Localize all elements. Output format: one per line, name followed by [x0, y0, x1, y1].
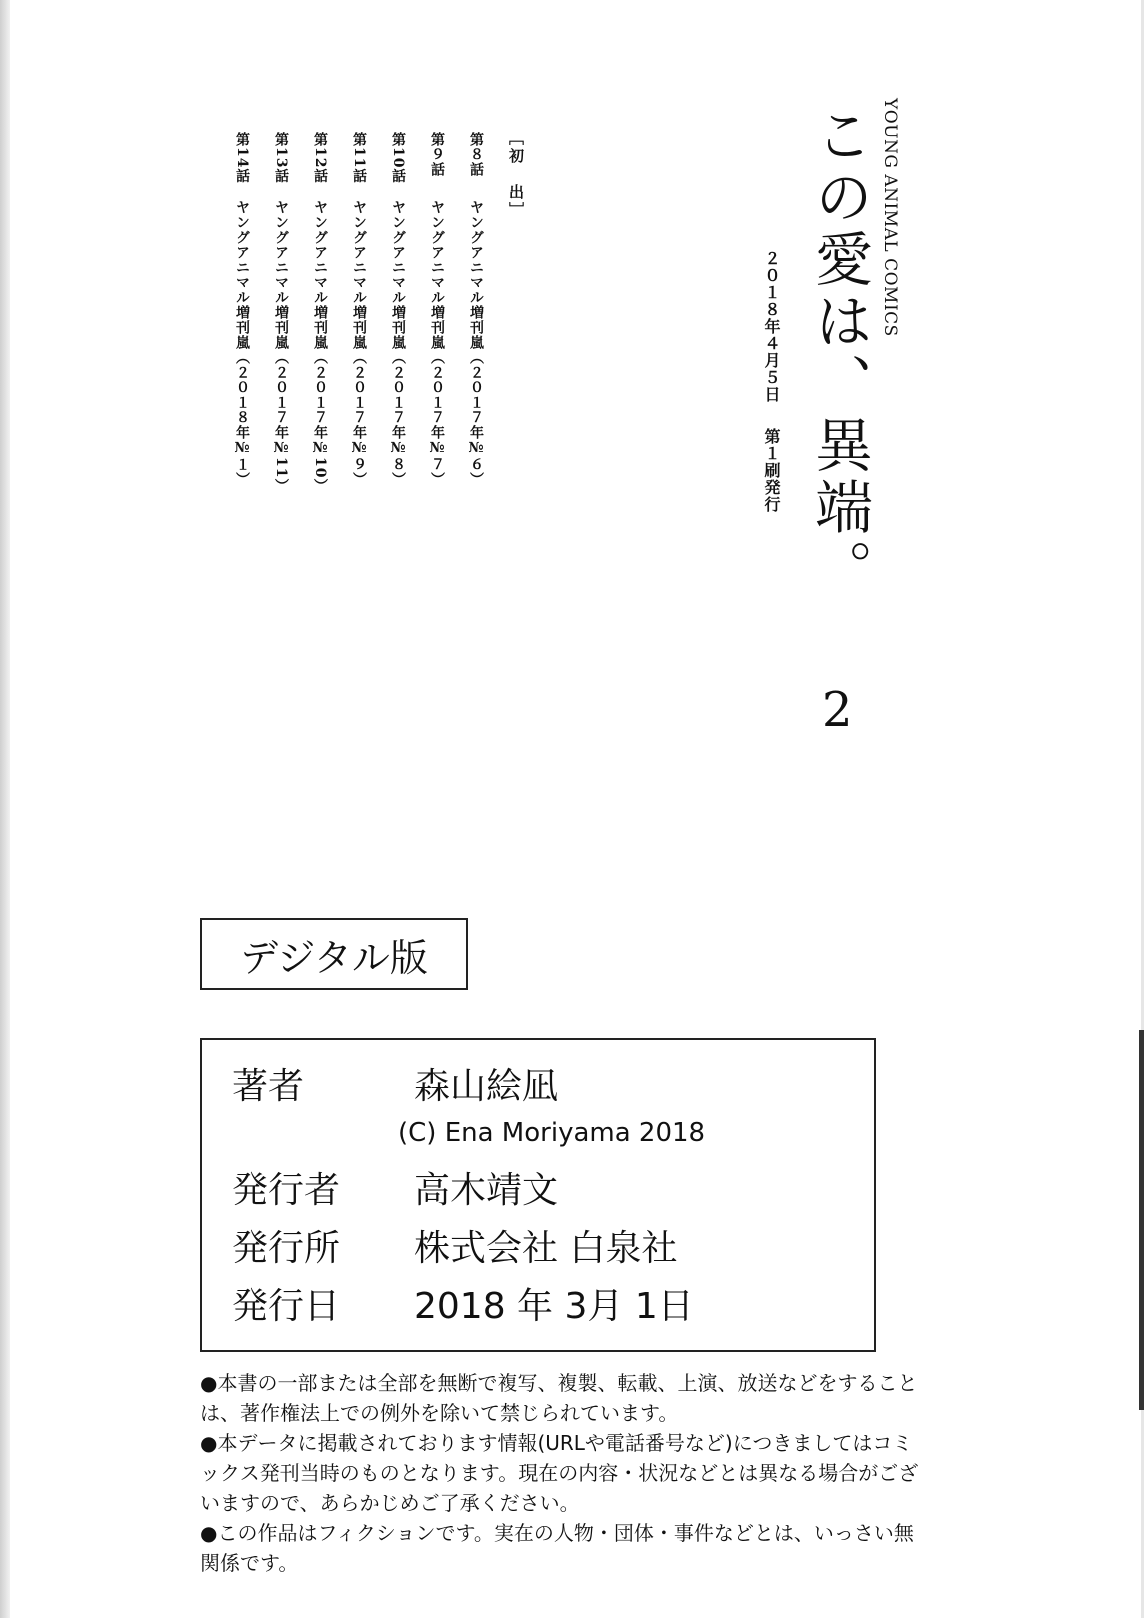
episode-source: ヤングアニマル増刊嵐（２０１７年№９） — [351, 200, 367, 487]
note-info-date: ●本データに掲載されております情報(URLや電話番号など)につきましてはコミックス発刊当時のものとなります。現在の内容・状況などとは異なる場合がございますので、あらかじめご了承ください。 — [200, 1431, 919, 1515]
publisher-value: 株式会社 白泉社 — [414, 1228, 678, 1269]
colophon-box — [200, 1038, 876, 1352]
print-run: 第１刷発行 — [762, 428, 781, 513]
series-label: YOUNG ANIMAL COMICS — [880, 98, 900, 337]
author-value: 森山絵凪 — [414, 1066, 559, 1107]
episode-number: 第14話 — [234, 132, 250, 184]
publisher-label: 発行所 — [232, 1228, 341, 1269]
digital-edition-label — [200, 918, 468, 990]
copyright: (C) Ena Moriyama 2018 — [398, 1118, 706, 1148]
author-label: 著者 — [232, 1066, 305, 1107]
note-fiction: ●この作品はフィクションです。実在の人物・団体・事件などとは、いっさい無関係です。 — [200, 1521, 914, 1575]
book-title: この愛は、異端。 — [805, 105, 873, 601]
episode-source: ヤングアニマル増刊嵐（２０１７年№11） — [273, 200, 289, 494]
digital-edition-text: デジタル版 — [240, 935, 428, 980]
volume-number: 2 — [822, 682, 853, 738]
legal-notes — [200, 1368, 920, 1578]
episode-number: 第10話 — [390, 132, 406, 184]
publisher-person-label: 発行者 — [232, 1170, 341, 1211]
episode-source: ヤングアニマル増刊嵐（２０１７年№８） — [390, 200, 406, 487]
first-appearance-label: ［初 出］ — [507, 130, 525, 220]
episode-source: ヤングアニマル増刊嵐（２０１７年№７） — [429, 200, 445, 487]
episode-source: ヤングアニマル増刊嵐（２０１７年№10） — [312, 200, 328, 494]
episode-source: ヤングアニマル増刊嵐（２０１７年№６） — [468, 200, 484, 487]
issue-date: ２０１８年４月５日 — [762, 250, 781, 403]
publisher-person-value: 高木靖文 — [414, 1170, 559, 1211]
episode-number: 第12話 — [312, 132, 328, 184]
date-value: 2018 年 3月 1日 — [414, 1286, 694, 1327]
page-edge-dark-strip — [1139, 1030, 1144, 1410]
episode-number: 第９話 — [429, 132, 445, 177]
episode-number: 第11話 — [351, 132, 367, 184]
episode-number: 第８話 — [468, 132, 484, 177]
episode-number: 第13話 — [273, 132, 289, 184]
note-copyright: ●本書の一部または全部を無断で複写、複製、転載、上演、放送などをすることは、著作権法上での例外を除いて禁じられています。 — [200, 1371, 918, 1425]
episode-source: ヤングアニマル増刊嵐（２０１８年№１） — [234, 200, 250, 487]
page-edge-shadow — [0, 0, 10, 1618]
date-label: 発行日 — [232, 1286, 341, 1327]
